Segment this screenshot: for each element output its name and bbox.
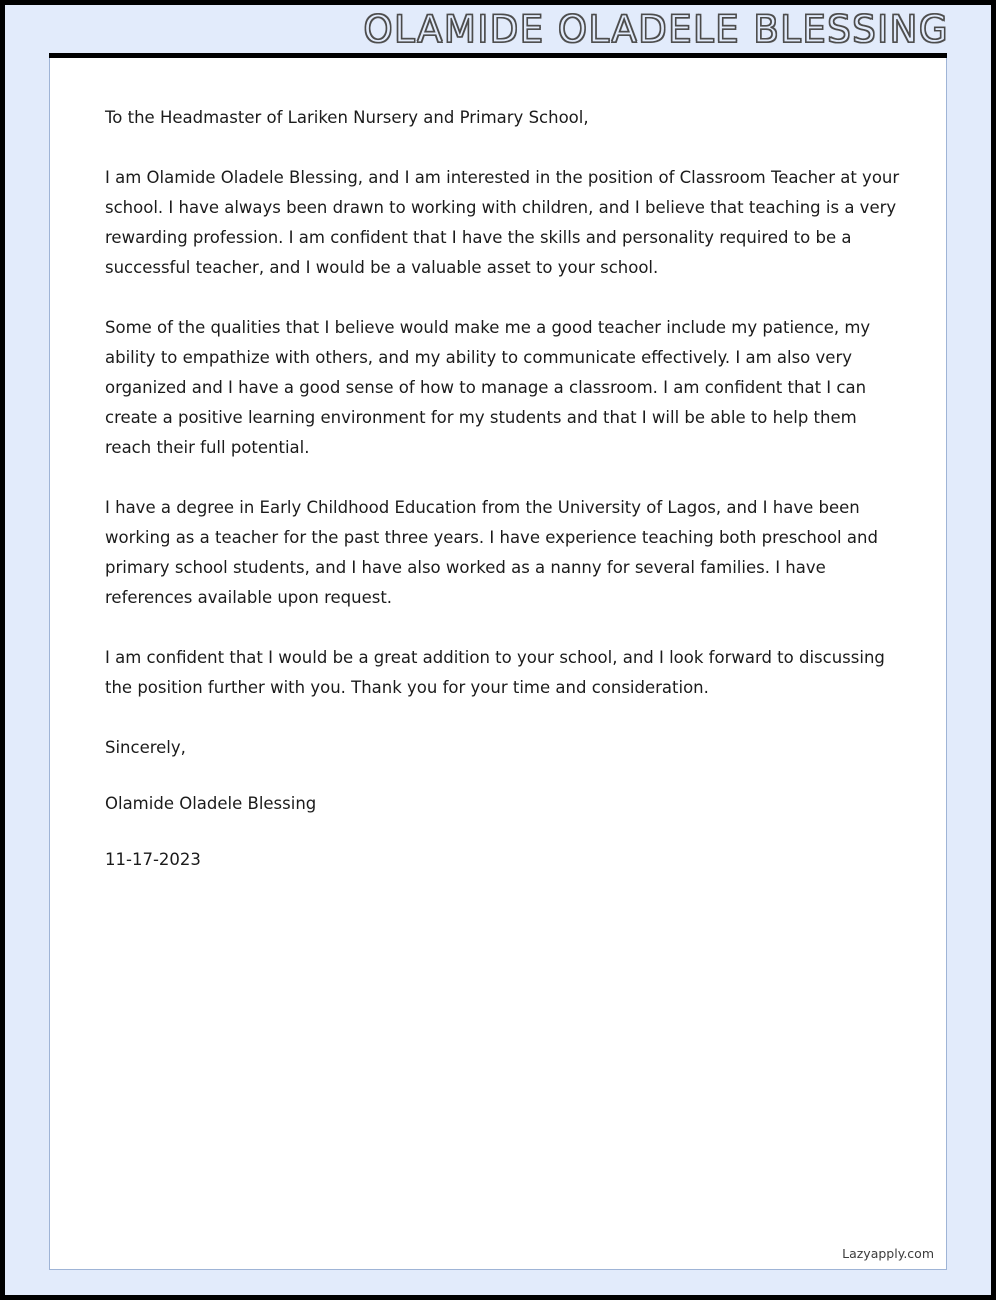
salutation: To the Headmaster of Lariken Nursery and Primary School, bbox=[105, 108, 589, 127]
paragraph-3: I have a degree in Early Childhood Education from the University of Lagos, and I have been working as a teacher for the past three years. I have experience teaching both preschool and primary school students, and I have also worked as a nanny for several families. I have references available upon request. bbox=[105, 498, 878, 607]
closing: Sincerely, bbox=[105, 738, 186, 757]
letter-sheet bbox=[49, 58, 947, 1270]
paragraph-4: I am confident that I would be a great addition to your school, and I look forward to discussing the position further with you. Thank you for your time and consideration. bbox=[105, 648, 885, 697]
letter-header bbox=[5, 5, 991, 53]
page-title: OLAMIDE OLADELE BLESSING bbox=[363, 7, 949, 51]
paragraph-1: I am Olamide Oladele Blessing, and I am interested in the position of Classroom Teacher at your school. I have always been drawn to working with children, and I believe that teaching is a very rewarding profession. I am confident that I have the skills and personality required to be a successful teacher, and I would be a valuable asset to your school. bbox=[105, 168, 900, 277]
watermark: Lazyapply.com bbox=[842, 1246, 934, 1261]
letter-body bbox=[105, 103, 900, 905]
document-page bbox=[5, 5, 991, 1295]
letter-date: 11-17-2023 bbox=[105, 850, 201, 869]
paragraph-2: Some of the qualities that I believe would make me a good teacher include my patience, my ability to empathize with others, and my ability to communicate effectively. I am also very organized and I have a good sense of how to manage a classroom. I am confident that I can create a positive learning environment for my students and that I will be able to help them reach their full potential. bbox=[105, 318, 871, 457]
signature: Olamide Oladele Blessing bbox=[105, 794, 317, 813]
